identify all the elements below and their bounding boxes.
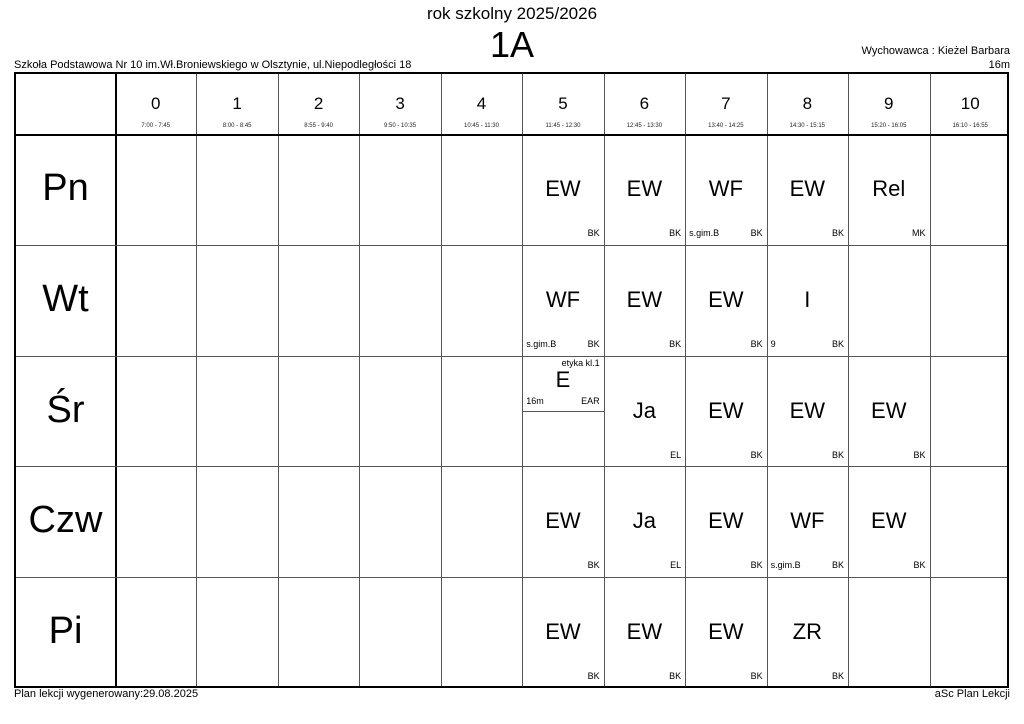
period-time: 8:55 - 9:40: [304, 123, 333, 129]
lesson-teacher: BK: [750, 338, 763, 349]
grid-horizontal-line: [16, 577, 1007, 578]
lesson-teacher: BK: [913, 449, 926, 460]
lesson-subject: EW: [789, 397, 826, 423]
lesson-teacher: BK: [750, 671, 763, 682]
class-name-title: 1A: [489, 24, 535, 65]
period-number: 3: [395, 94, 405, 113]
lesson-cell[interactable]: [604, 134, 685, 245]
period-number: 4: [476, 94, 487, 113]
period-number: 9: [884, 94, 894, 113]
lesson-cell[interactable]: [767, 245, 848, 356]
lesson-teacher: EL: [670, 449, 682, 460]
period-time: 10:45 - 11:30: [464, 123, 499, 129]
lesson-teacher: BK: [832, 671, 845, 682]
lesson-cell[interactable]: [767, 466, 848, 577]
lesson-subject: EW: [708, 286, 744, 312]
grid-vertical-line: [278, 74, 279, 686]
lesson-cell[interactable]: [767, 356, 848, 467]
generated-date: Plan lekcji wygenerowany:29.08.2025: [14, 688, 199, 700]
lesson-teacher: BK: [913, 560, 926, 571]
lesson-teacher: BK: [587, 228, 600, 238]
lesson-teacher: MK: [911, 228, 926, 238]
day-label: Czw: [28, 499, 103, 542]
lesson-subject: EW: [626, 286, 663, 312]
lesson-cell[interactable]: [767, 134, 848, 245]
lesson-subject: WF: [790, 508, 825, 534]
lesson-cell[interactable]: [522, 356, 603, 411]
lesson-subject: EW: [708, 397, 744, 423]
period-header: [359, 74, 440, 134]
period-header: [930, 74, 1011, 134]
grid-horizontal-line: [16, 245, 1007, 246]
lesson-teacher: BK: [750, 560, 763, 571]
lesson-room: s.gim.B: [770, 560, 801, 571]
timetable-grid: [14, 72, 1009, 688]
grid-vertical-line: [359, 74, 360, 686]
period-time: 8:00 - 8:45: [222, 123, 252, 129]
lesson-subject: EW: [789, 176, 826, 201]
lesson-teacher: BK: [832, 338, 845, 349]
day-label: Śr: [46, 388, 85, 431]
lesson-teacher: BK: [669, 671, 682, 682]
lesson-teacher: BK: [669, 228, 682, 238]
grid-vertical-line: [930, 74, 931, 686]
lesson-cell[interactable]: [604, 245, 685, 356]
lesson-subject: ZR: [792, 619, 822, 645]
period-time: 11:45 - 12:30: [545, 123, 581, 129]
lesson-room: s.gim.B: [526, 338, 557, 349]
lesson-subject: Rel: [872, 176, 906, 201]
lesson-teacher: EL: [670, 560, 682, 571]
lesson-subject: EW: [871, 508, 907, 534]
lesson-cell[interactable]: [522, 134, 603, 245]
lesson-subject: EW: [626, 176, 663, 201]
homeroom-room: 16m: [988, 59, 1010, 71]
lesson-room: 16m: [526, 395, 544, 406]
lesson-cell[interactable]: [685, 577, 766, 688]
lesson-cell[interactable]: [522, 466, 603, 577]
lesson-cell[interactable]: [685, 466, 766, 577]
software-name: aSc Plan Lekcji: [934, 688, 1010, 700]
day-label: Pi: [48, 610, 83, 653]
period-number: 8: [802, 94, 813, 113]
period-header: [767, 74, 848, 134]
lesson-teacher: BK: [587, 671, 600, 682]
period-time: 7:00 - 7:45: [141, 123, 171, 129]
lesson-cell[interactable]: [848, 466, 929, 577]
period-time: 16:10 - 16:55: [952, 123, 988, 129]
lesson-teacher: BK: [832, 449, 845, 460]
lesson-subject: EW: [545, 619, 581, 645]
period-header: [278, 74, 359, 134]
period-time: 15:20 - 16:05: [871, 123, 907, 129]
lesson-subject: Ja: [632, 397, 657, 423]
lesson-cell[interactable]: [604, 466, 685, 577]
lesson-teacher: BK: [587, 338, 600, 349]
lesson-subject: EW: [545, 176, 581, 201]
lesson-subject: EW: [871, 397, 907, 423]
period-header: [848, 74, 929, 134]
school-year-title: rok szkolny 2025/2026: [426, 4, 598, 23]
lesson-cell[interactable]: [848, 356, 929, 467]
homeroom-teacher: Wychowawca : Kieżel Barbara: [861, 45, 1010, 57]
lesson-subject: E: [555, 366, 571, 392]
split-cell-divider: [522, 411, 603, 412]
period-number: 7: [721, 94, 731, 113]
period-time: 12:45 - 13:30: [626, 123, 663, 129]
lesson-subject: WF: [708, 176, 743, 201]
period-header: [604, 74, 685, 134]
grid-vertical-line: [115, 74, 117, 686]
lesson-subject: Ja: [632, 508, 657, 534]
period-header: [522, 74, 603, 134]
lesson-cell[interactable]: [522, 245, 603, 356]
day-label: Wt: [42, 277, 89, 320]
lesson-subject: EW: [708, 619, 744, 645]
lesson-cell[interactable]: [522, 577, 603, 688]
period-header: [115, 74, 196, 134]
lesson-group: etyka kl.1: [561, 357, 600, 368]
lesson-subject: WF: [545, 286, 581, 312]
lesson-cell[interactable]: [685, 245, 766, 356]
lesson-room: 9: [770, 338, 776, 349]
lesson-teacher: BK: [832, 560, 845, 571]
lesson-cell[interactable]: [604, 577, 685, 688]
period-number: 5: [558, 94, 568, 113]
lesson-cell[interactable]: [685, 356, 766, 467]
period-time: 9:50 - 10:35: [384, 123, 417, 129]
period-number: 6: [639, 94, 650, 113]
lesson-cell[interactable]: [604, 356, 685, 467]
period-number: 2: [313, 94, 324, 113]
period-header: [441, 74, 522, 134]
period-number: 0: [150, 94, 161, 113]
period-number: 10: [960, 94, 980, 113]
lesson-room: s.gim.B: [689, 228, 720, 238]
lesson-subject: EW: [545, 508, 581, 534]
grid-vertical-line: [441, 74, 442, 686]
period-time: 14:30 - 15:15: [789, 123, 825, 129]
grid-vertical-line: [196, 74, 197, 686]
lesson-teacher: BK: [669, 338, 682, 349]
period-header: [196, 74, 277, 134]
lesson-cell[interactable]: [685, 134, 766, 245]
day-label: Pn: [42, 167, 89, 209]
lesson-teacher: BK: [832, 228, 845, 238]
period-number: 1: [232, 94, 242, 113]
lesson-teacher: EAR: [581, 395, 600, 406]
lesson-subject: EW: [708, 508, 744, 534]
lesson-teacher: BK: [587, 560, 600, 571]
lesson-teacher: BK: [750, 228, 763, 238]
lesson-cell[interactable]: [767, 577, 848, 688]
school-name: Szkoła Podstawowa Nr 10 im.Wł.Broniewskiego w Olsztynie, ul.Niepodległości 18: [14, 59, 412, 71]
period-header: [685, 74, 766, 134]
period-time: 13:40 - 14:25: [708, 123, 744, 129]
lesson-cell[interactable]: [848, 134, 929, 245]
lesson-teacher: BK: [750, 449, 763, 460]
lesson-subject: EW: [626, 619, 663, 645]
lesson-subject: I: [804, 286, 811, 312]
